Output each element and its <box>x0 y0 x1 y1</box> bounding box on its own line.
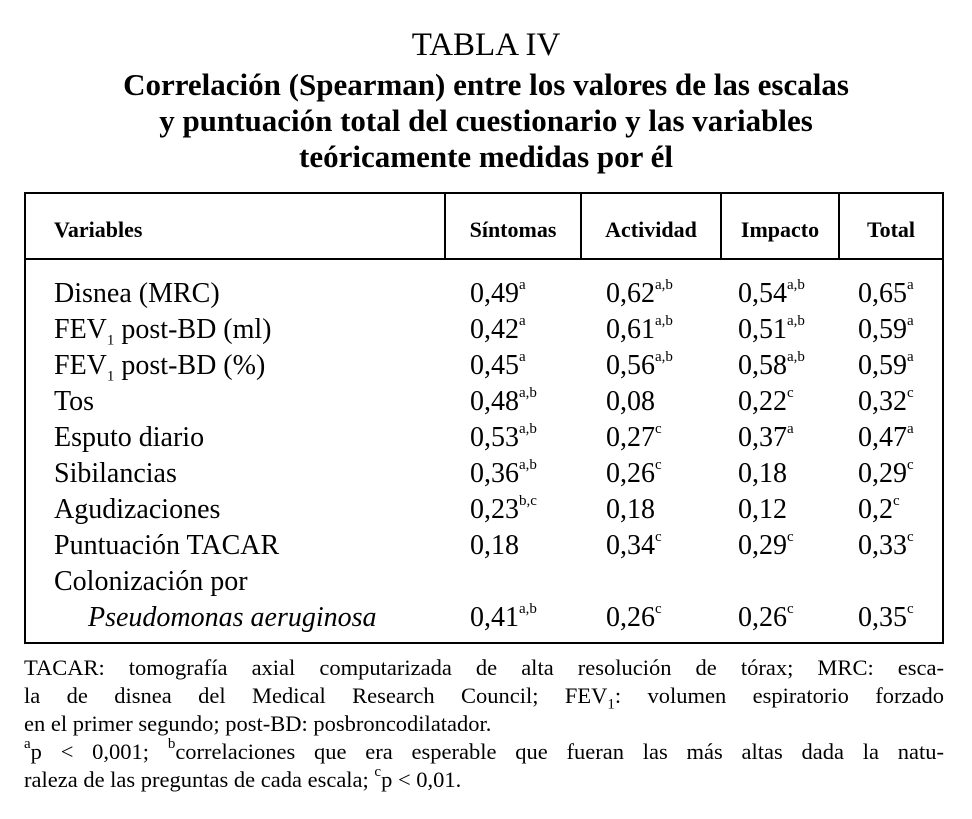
correlation-value: 0,08 <box>606 386 655 417</box>
column-header-variables: Variables <box>54 217 143 242</box>
correlation-value: 0,18 <box>606 494 655 525</box>
table-number: TABLA IV <box>411 27 561 63</box>
column-header-total: Total <box>866 217 916 242</box>
correlation-value: 0,35$^c$ <box>858 600 914 633</box>
row-label: Puntuación TACAR <box>54 530 280 561</box>
row-label: $FEV_1$ post-BD (ml) <box>54 314 272 349</box>
caption-line: Correlación (Spearman) entre los valores de las escalas <box>123 67 849 102</box>
correlation-value: 0,51$^{a,b}$ <box>738 312 805 345</box>
row-label: $FEV_1$ post-BD (%) <box>54 350 266 385</box>
significance-marker: a,b <box>519 420 537 437</box>
correlation-value: 0,22$^c$ <box>738 384 794 417</box>
significance-marker: a <box>519 348 526 365</box>
significance-marker: c <box>655 420 662 437</box>
row-label: Colonización por <box>54 566 248 597</box>
significance-marker: a,b <box>519 456 537 473</box>
footnote-line: en el primer segundo; post-BD: posbroncodilatador. <box>24 711 492 736</box>
column-header-actividad: Actividad <box>605 217 697 242</box>
significance-marker: a,b <box>787 312 805 329</box>
correlation-value: 0,45$^a$ <box>470 348 526 381</box>
row-label: Tos <box>54 386 95 417</box>
significance-marker: c <box>655 600 662 617</box>
significance-marker: a <box>907 420 914 437</box>
significance-marker: a <box>519 312 526 329</box>
row-label: Pseudomonas aeruginosa <box>88 602 377 633</box>
significance-marker: c <box>907 384 914 401</box>
row-label: Disnea (MRC) <box>54 278 220 309</box>
caption-line: teóricamente medidas por él <box>299 139 673 174</box>
significance-marker: a,b <box>655 348 673 365</box>
table-row <box>26 276 942 312</box>
significance-marker: a <box>787 420 794 437</box>
correlation-value: 0,61$^{a,b}$ <box>606 312 673 345</box>
correlation-value: 0,18 <box>470 530 519 561</box>
correlation-value: 0,29$^c$ <box>858 456 914 489</box>
significance-marker: a <box>519 276 526 293</box>
correlation-value: 0,32$^c$ <box>858 384 914 417</box>
footnote-line: TACAR: tomografía axial computarizada de alta resolución de tórax; MRC: esca- <box>24 655 944 680</box>
table-row <box>26 348 942 384</box>
correlation-value: 0,62$^{a,b}$ <box>606 276 673 309</box>
significance-marker: c <box>787 528 794 545</box>
correlation-value: 0,2$^c$ <box>858 492 900 525</box>
column-header-impacto: Impacto <box>740 217 820 242</box>
correlation-value: 0,18 <box>738 458 787 489</box>
correlation-value: 0,48$^{a,b}$ <box>470 384 537 417</box>
significance-marker: c <box>907 528 914 545</box>
correlation-value: 0,34$^c$ <box>606 528 662 561</box>
correlation-value: 0,26$^c$ <box>738 600 794 633</box>
significance-marker: c <box>907 456 914 473</box>
significance-marker: a,b <box>787 348 805 365</box>
correlation-value: 0,37$^a$ <box>738 420 794 453</box>
footnote-line: $^a$p < 0,001; $^b$correlaciones que era esperable que fueran las más altas dada la natu- <box>24 735 944 764</box>
correlation-value: 0,26$^c$ <box>606 600 662 633</box>
significance-marker: c <box>655 528 662 545</box>
significance-marker: c <box>907 600 914 617</box>
table-row <box>26 528 942 564</box>
correlation-value: 0,29$^c$ <box>738 528 794 561</box>
column-header-sintomas: Síntomas <box>469 217 557 242</box>
significance-marker: a,b <box>787 276 805 293</box>
table-footnote <box>24 654 944 794</box>
significance-marker: a,b <box>519 600 537 617</box>
correlation-value: 0,58$^{a,b}$ <box>738 348 805 381</box>
row-label: Agudizaciones <box>54 494 221 525</box>
table-row <box>26 312 942 348</box>
table-row <box>26 492 942 528</box>
significance-marker: a <box>907 348 914 365</box>
correlation-value: 0,36$^{a,b}$ <box>470 456 537 489</box>
correlation-value: 0,54$^{a,b}$ <box>738 276 805 309</box>
table-row <box>26 600 942 636</box>
significance-marker: a <box>907 276 914 293</box>
correlation-value: 0,33$^c$ <box>858 528 914 561</box>
correlation-value: 0,49$^a$ <box>470 276 526 309</box>
significance-marker: c <box>893 492 900 509</box>
significance-marker: c <box>787 600 794 617</box>
footnote-line: la de disnea del Medical Research Council; $FEV_1$: volumen espiratorio forzado <box>24 683 944 713</box>
correlation-value: 0,59$^a$ <box>858 312 914 345</box>
table-caption <box>40 67 932 175</box>
table-row <box>26 384 942 420</box>
correlation-value: 0,56$^{a,b}$ <box>606 348 673 381</box>
table-row <box>26 420 942 456</box>
significance-marker: c <box>787 384 794 401</box>
correlation-value: 0,27$^c$ <box>606 420 662 453</box>
significance-marker: c <box>655 456 662 473</box>
significance-marker: a,b <box>519 384 537 401</box>
caption-line: y puntuación total del cuestionario y las variables <box>159 103 813 138</box>
correlation-value: 0,65$^a$ <box>858 276 914 309</box>
table-row <box>26 564 942 600</box>
table-row <box>26 456 942 492</box>
correlation-value: 0,59$^a$ <box>858 348 914 381</box>
correlation-value: 0,23$^{b,c}$ <box>470 492 537 525</box>
row-label: Esputo diario <box>54 422 205 453</box>
correlation-value: 0,42$^a$ <box>470 312 526 345</box>
significance-marker: a,b <box>655 276 673 293</box>
correlation-value: 0,12 <box>738 494 787 525</box>
correlation-value: 0,41$^{a,b}$ <box>470 600 537 633</box>
significance-marker: a <box>907 312 914 329</box>
correlation-value: 0,26$^c$ <box>606 456 662 489</box>
correlation-value: 0,47$^a$ <box>858 420 914 453</box>
correlation-table <box>24 192 944 644</box>
significance-marker: b,c <box>519 492 537 509</box>
significance-marker: a,b <box>655 312 673 329</box>
correlation-value: 0,53$^{a,b}$ <box>470 420 537 453</box>
row-label: Sibilancias <box>54 458 177 489</box>
footnote-line: raleza de las preguntas de cada escala; $^c$p < 0,01. <box>24 763 462 792</box>
